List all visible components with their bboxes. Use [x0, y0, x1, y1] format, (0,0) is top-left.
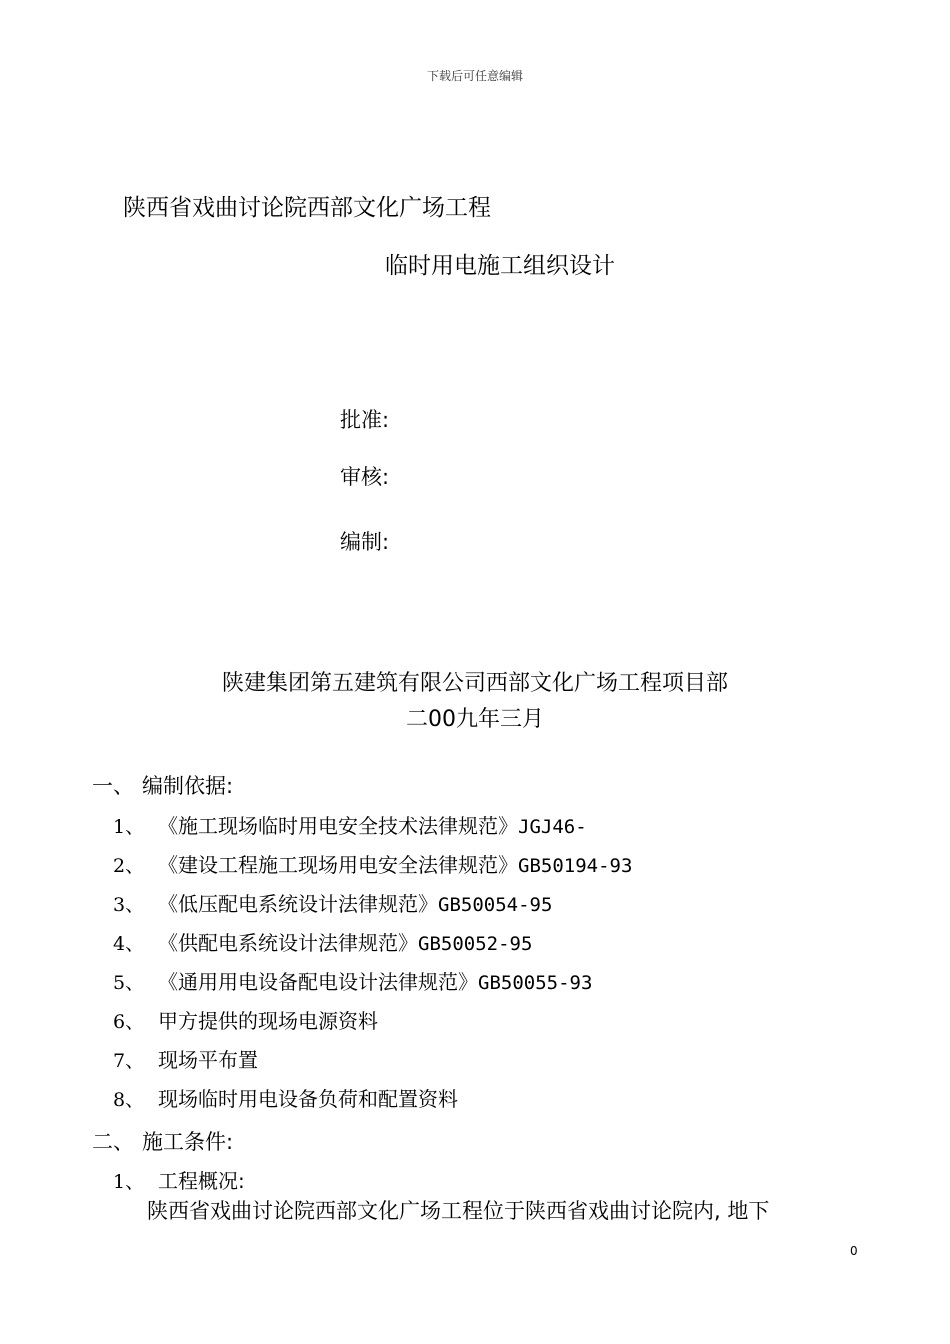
list-item-number: 8、 — [113, 1089, 145, 1111]
page-number: 0 — [850, 1244, 858, 1258]
list-item — [158, 1044, 258, 1073]
list-item-text: 甲方提供的现场电源资料 — [158, 1009, 378, 1033]
list-item-code: GB50055-93 — [478, 972, 593, 994]
list-item-number: 2、 — [113, 855, 145, 877]
list-item-number: 1、 — [113, 816, 145, 838]
section2-number: 二、 — [92, 1130, 134, 1154]
organization-name: 陕建集团第五建筑有限公司西部文化广场工程项目部 — [221, 671, 728, 696]
list-item-text: 《建设工程施工现场用电安全法律规范》 — [158, 853, 518, 877]
list-item-number: 7、 — [113, 1050, 145, 1072]
document-title-line2: 临时用电施工组织设计 — [385, 253, 615, 279]
section2-heading: 施工条件: — [142, 1130, 234, 1154]
compile-label: 编制: — [340, 530, 390, 554]
list-item-text: 《通用用电设备配电设计法律规范》 — [158, 970, 478, 994]
list-item-code: GB50194-93 — [518, 855, 633, 877]
list-item-code: JGJ46- — [518, 816, 587, 838]
approve-label: 批准: — [340, 408, 390, 432]
list-item-code: GB50054-95 — [438, 894, 553, 916]
list-item — [158, 810, 587, 839]
list-item — [158, 966, 592, 995]
list-item — [158, 1005, 378, 1034]
section1-number: 一、 — [92, 774, 134, 798]
list-item-number: 1、 — [113, 1171, 145, 1193]
list-item-number: 5、 — [113, 972, 145, 994]
document-date: 二00九年三月 — [406, 707, 544, 732]
header-note: 下载后可任意编辑 — [426, 69, 523, 83]
list-item-text: 《供配电系统设计法律规范》 — [158, 931, 418, 955]
list-item — [158, 1083, 458, 1112]
review-label: 审核: — [340, 465, 390, 489]
list-item-text: 工程概况: — [158, 1169, 245, 1193]
list-item-number: 4、 — [113, 933, 145, 955]
document-title-line1: 陕西省戏曲讨论院西部文化广场工程 — [123, 195, 491, 221]
body-paragraph: 陕西省戏曲讨论院西部文化广场工程位于陕西省戏曲讨论院内, 地下 — [147, 1199, 770, 1223]
list-item-code: GB50052-95 — [418, 933, 533, 955]
list-item-text: 《施工现场临时用电安全技术法律规范》 — [158, 814, 518, 838]
section1-heading: 编制依据: — [142, 774, 234, 798]
list-item-text: 现场平布置 — [158, 1048, 258, 1072]
list-item-text: 《低压配电系统设计法律规范》 — [158, 892, 438, 916]
list-item — [158, 927, 532, 956]
list-item-number: 6、 — [113, 1011, 145, 1033]
list-item-text: 现场临时用电设备负荷和配置资料 — [158, 1087, 458, 1111]
list-item-number: 3、 — [113, 894, 145, 916]
list-item — [158, 849, 632, 878]
list-item — [158, 888, 552, 917]
